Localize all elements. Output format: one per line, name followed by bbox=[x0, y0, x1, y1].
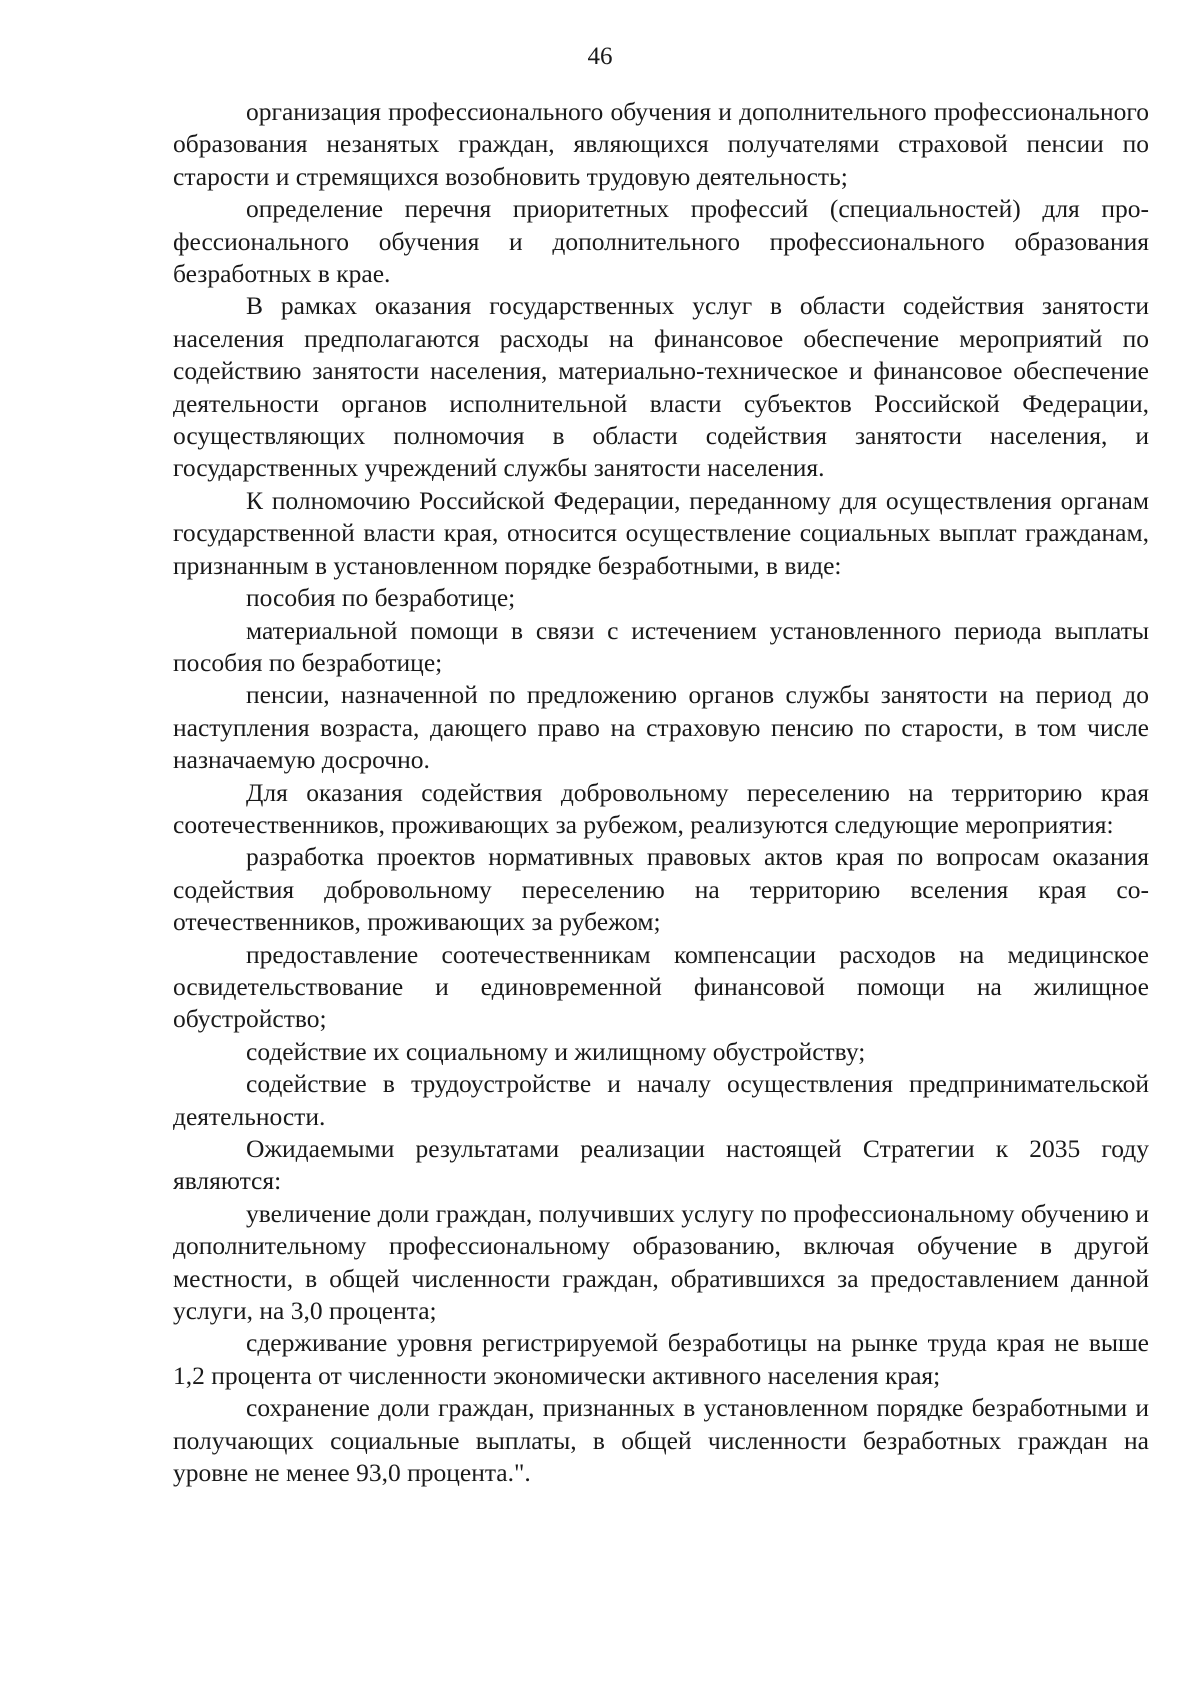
paragraph: К полномочию Российской Федерации, переданному для осуществления органам государственной власти края, относится осуществление социальных выплат гражданам, признанным в установленном порядке безработными, в виде: bbox=[173, 485, 1149, 580]
document-body bbox=[173, 96, 1149, 1489]
paragraph: пособия по безработице; bbox=[246, 583, 516, 613]
paragraph: В рамках оказания государственных услуг в области содействия занятости населения предполагаются расходы на финансовое обеспечение мероприятий по содействию занятости населения, материально-техническое и финансовое обеспечение деятельности органов исполнительной власти субъектов Российской Федерации, осуществляющих полномочия в области содействия занятости населения, и государственных учреждений службы занятости населения. bbox=[173, 291, 1149, 483]
paragraph: организация профессионального обучения и дополнительного профессионального образования незанятых граждан, являющихся получателями страховой пенсии по старости и стремящихся возобновить трудовую деятельность; bbox=[173, 97, 1149, 191]
paragraph: разработка проектов нормативных правовых актов края по вопросам оказания содействия добровольному переселению на территорию вселения края соотечественников, проживающих за рубежом; bbox=[173, 842, 1149, 937]
paragraph: Для оказания содействия добровольному переселению на территорию края соотечественников, проживающих за рубежом, реализуются следующие мероприятия: bbox=[173, 777, 1149, 839]
paragraph: содействие их социальному и жилищному обустройству; bbox=[246, 1036, 866, 1066]
page-number: 46 bbox=[587, 43, 613, 70]
paragraph: Ожидаемыми результатами реализации настоящей Стратегии к 2035 году являются: bbox=[173, 1134, 1149, 1196]
paragraph: пенсии, назначенной по предложению органов службы занятости на период до наступления возраста, дающего право на страховую пенсию по старости, в том числе назначаемую досрочно. bbox=[173, 680, 1149, 775]
paragraph: предоставление соотечественникам компенсации расходов на медицинское освидетельствование и единовременной финансовой помощи на жилищное обустройство; bbox=[173, 939, 1149, 1034]
paragraph: увеличение доли граждан, получивших услугу по профессиональному обучению и дополнительному профессиональному образованию, включая обучение в другой местности, в общей численности граждан, обратившихся за предоставлением данной услуги, на 3,0 процента; bbox=[173, 1198, 1149, 1326]
paragraph: материальной помощи в связи с истечением установленного периода выплаты пособия по безработице; bbox=[173, 615, 1149, 677]
paragraph: определение перечня приоритетных профессий (специальностей) для профессионального обучения и дополнительного профессионального образования безработных в крае. bbox=[173, 194, 1149, 289]
paragraph: сдерживание уровня регистрируемой безработицы на рынке труда края не выше 1,2 процента от численности экономически активного населения края; bbox=[173, 1328, 1149, 1390]
paragraph: сохранение доли граждан, признанных в установленном порядке безработными и получающих социальные выплаты, в общей численности безработных граждан на уровне не менее 93,0 процента.". bbox=[173, 1393, 1149, 1488]
paragraph: содействие в трудоустройстве и началу осуществления предпринимательской деятельности. bbox=[173, 1069, 1149, 1131]
